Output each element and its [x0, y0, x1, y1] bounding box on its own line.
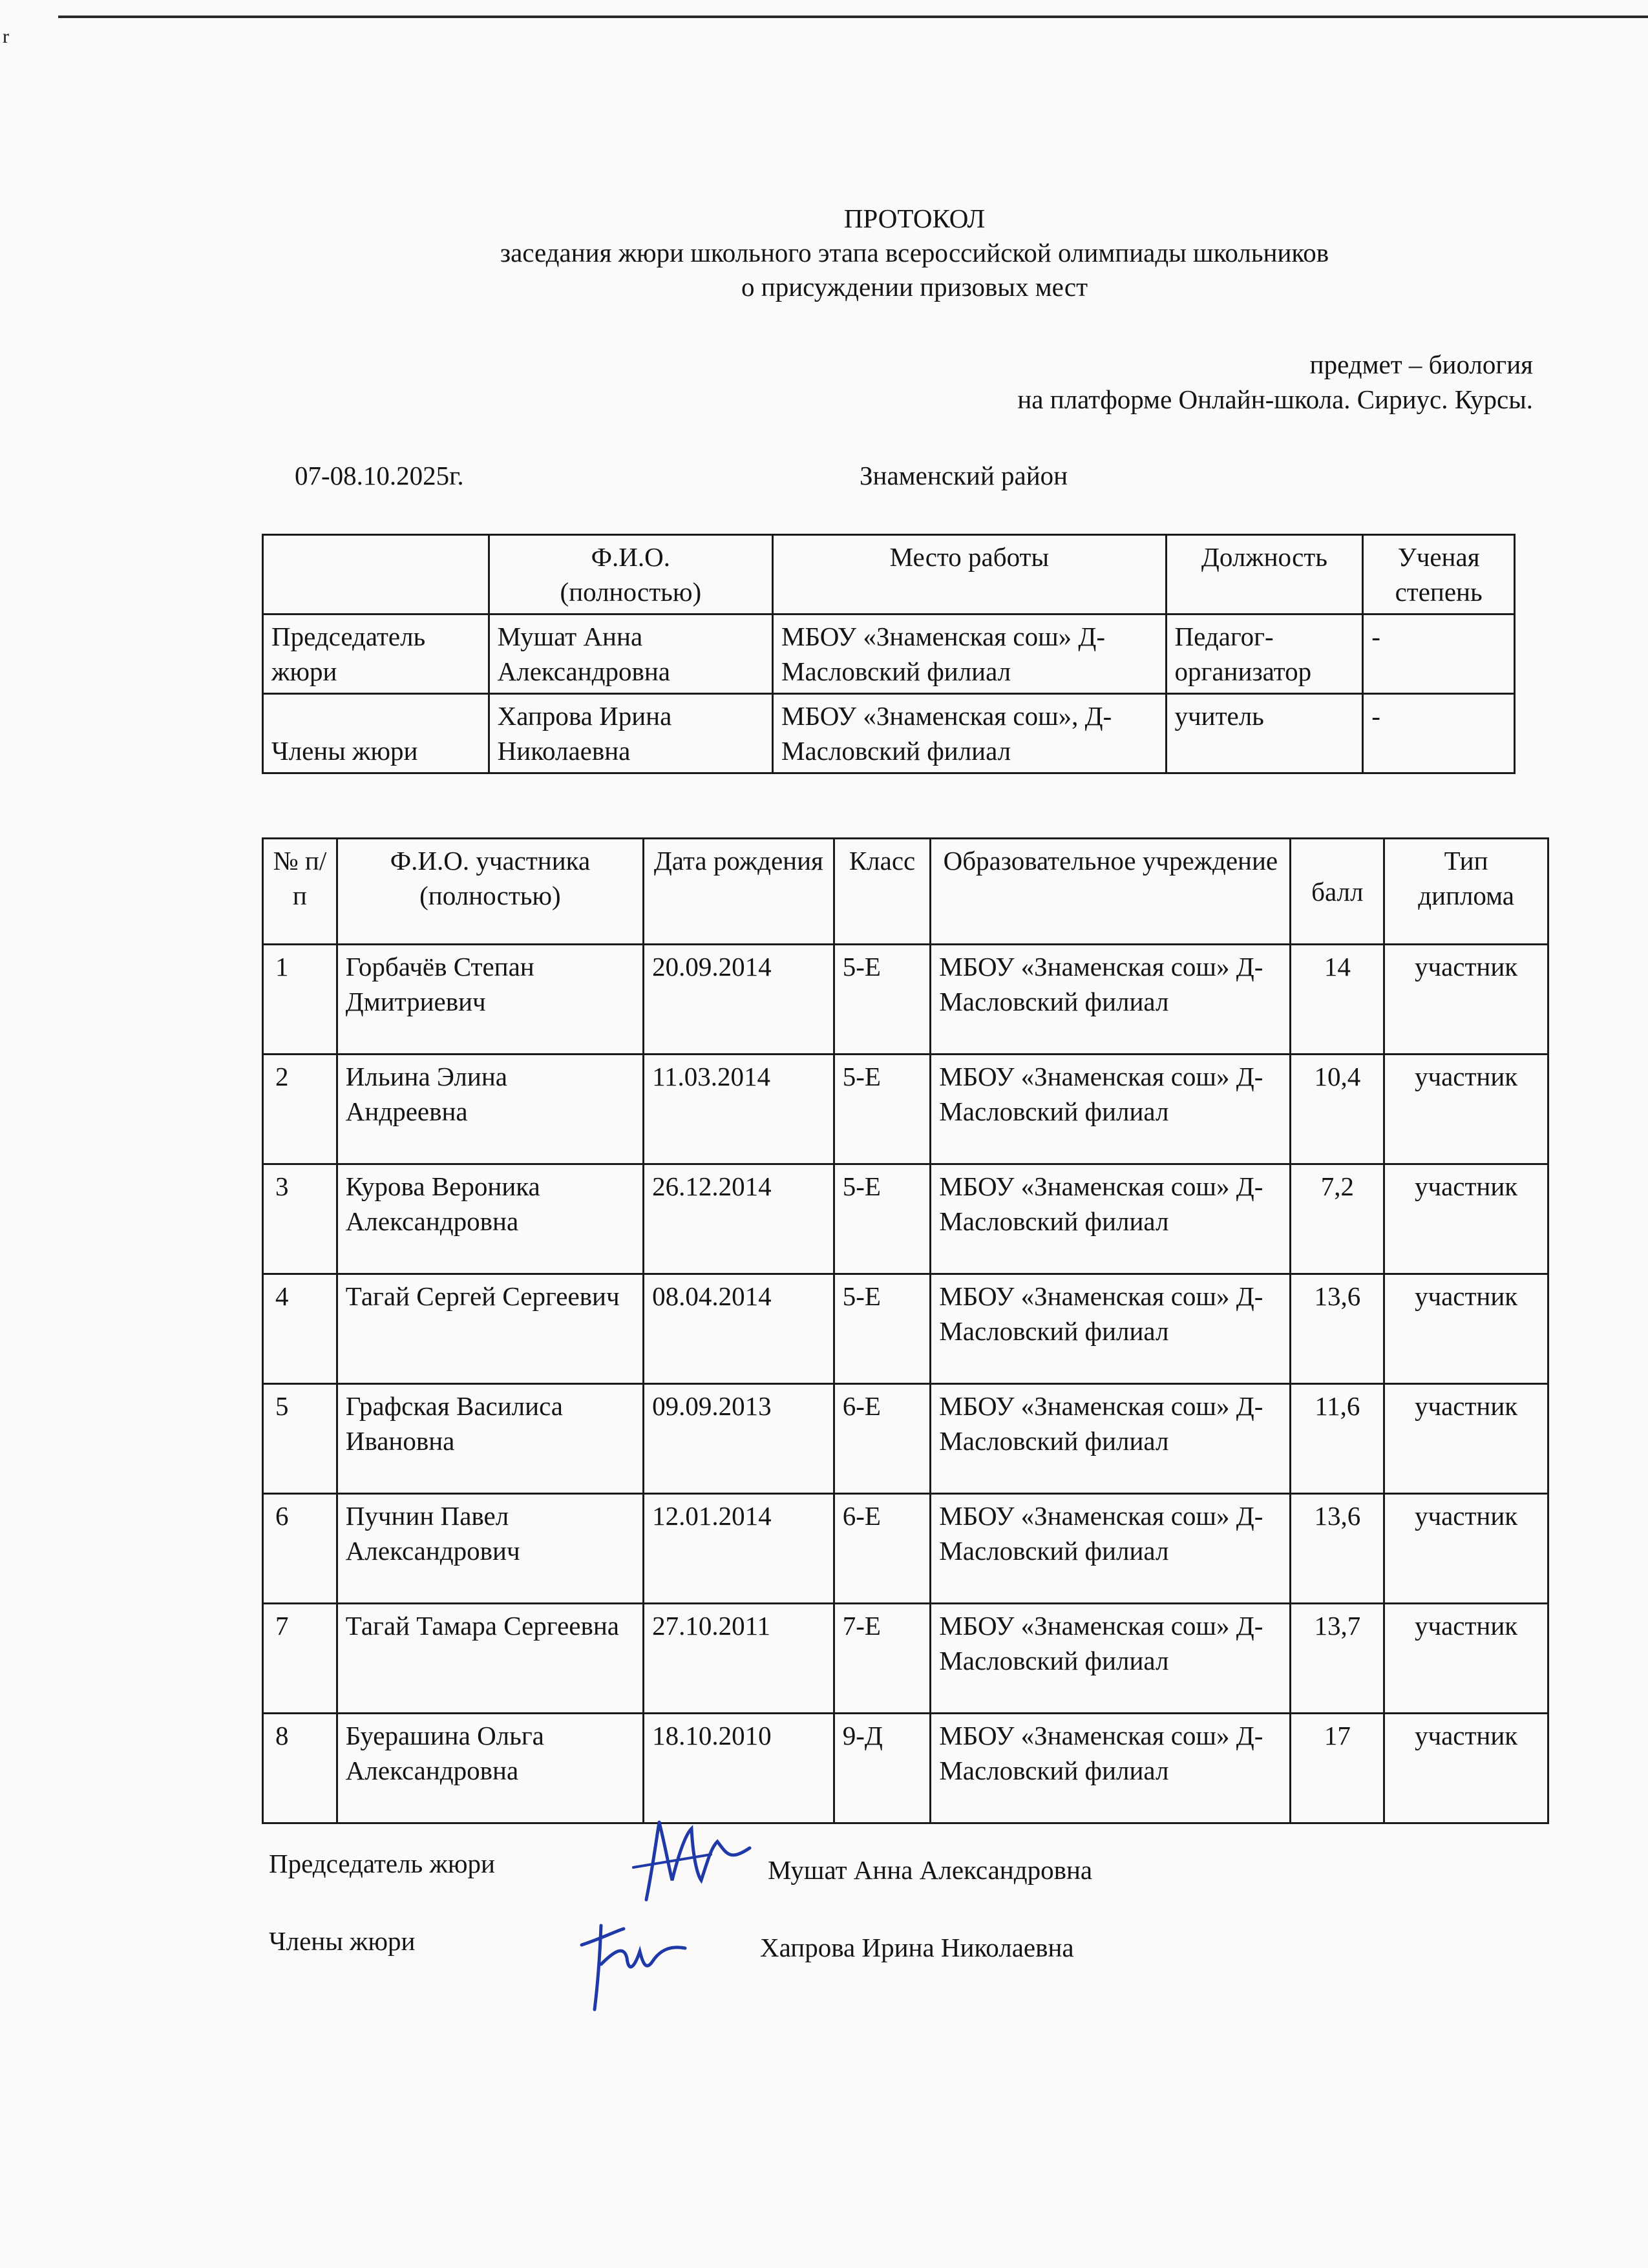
- cell-class: 6-Е: [834, 1384, 931, 1494]
- cell-class: 5-Е: [834, 1164, 931, 1274]
- cell-num: 8: [263, 1714, 337, 1823]
- jury-position: Педагог-организатор: [1166, 614, 1363, 694]
- cell-diploma: участник: [1384, 1384, 1548, 1494]
- jury-degree: -: [1363, 694, 1515, 773]
- header-school: Образовательное учреждение: [931, 839, 1291, 945]
- header-diploma: Тип диплома: [1384, 839, 1548, 945]
- cell-score: 13,7: [1291, 1604, 1384, 1714]
- participants-table: [262, 837, 1549, 1824]
- members-label: Члены жюри: [269, 1926, 416, 1956]
- jury-row: [263, 694, 1515, 773]
- header-score: балл: [1291, 839, 1384, 945]
- district-name: Знаменский район: [860, 461, 1068, 490]
- corner-mark: r: [3, 26, 9, 47]
- cell-num: 1: [263, 945, 337, 1055]
- cell-num: 4: [263, 1274, 337, 1384]
- jury-role: Председатель жюри: [263, 614, 489, 694]
- cell-class: 7-Е: [834, 1604, 931, 1714]
- meeting-date: 07-08.10.2025г.: [295, 461, 464, 490]
- document-subtitle-2: о присуждении призовых мест: [741, 272, 1088, 302]
- cell-name: Буерашина Ольга Александровна: [337, 1714, 643, 1823]
- cell-school: МБОУ «Знаменская сош» Д-Масловский филиал: [931, 1604, 1291, 1714]
- cell-dob: 09.09.2013: [644, 1384, 834, 1494]
- chair-signature: [620, 1809, 763, 1913]
- cell-diploma: участник: [1384, 1494, 1548, 1604]
- table-row: [263, 1494, 1548, 1604]
- cell-score: 10,4: [1291, 1055, 1384, 1164]
- cell-class: 5-Е: [834, 1274, 931, 1384]
- cell-dob: 12.01.2014: [644, 1494, 834, 1604]
- document-title: ПРОТОКОЛ: [843, 204, 986, 233]
- jury-role: Члены жюри: [263, 694, 489, 773]
- cell-name: Графская Василиса Ивановна: [337, 1384, 643, 1494]
- cell-school: МБОУ «Знаменская сош» Д-Масловский филиал: [931, 1714, 1291, 1823]
- cell-dob: 18.10.2010: [644, 1714, 834, 1823]
- jury-work: МБОУ «Знаменская сош» Д-Масловский филиал: [773, 614, 1167, 694]
- cell-dob: 27.10.2011: [644, 1604, 834, 1714]
- cell-school: МБОУ «Знаменская сош» Д-Масловский филиал: [931, 1494, 1291, 1604]
- cell-dob: 08.04.2014: [644, 1274, 834, 1384]
- document-subtitle-1: заседания жюри школьного этапа всероссийской олимпиады школьников: [500, 238, 1329, 268]
- cell-diploma: участник: [1384, 1274, 1548, 1384]
- cell-school: МБОУ «Знаменская сош» Д-Масловский филиал: [931, 1274, 1291, 1384]
- cell-score: 11,6: [1291, 1384, 1384, 1494]
- jury-row: [263, 614, 1515, 694]
- cell-name: Пучнин Павел Александрович: [337, 1494, 643, 1604]
- header-num: № п/п: [263, 839, 337, 945]
- cell-score: 7,2: [1291, 1164, 1384, 1274]
- cell-num: 2: [263, 1055, 337, 1164]
- cell-dob: 26.12.2014: [644, 1164, 834, 1274]
- cell-class: 5-Е: [834, 945, 931, 1055]
- cell-num: 3: [263, 1164, 337, 1274]
- header-name: Ф.И.О. участника (полностью): [337, 839, 643, 945]
- platform-line: на платформе Онлайн-школа. Сириус. Курсы.: [1017, 384, 1533, 414]
- cell-score: 13,6: [1291, 1274, 1384, 1384]
- cell-num: 7: [263, 1604, 337, 1714]
- table-row: [263, 1055, 1548, 1164]
- cell-name: Тагай Тамара Сергеевна: [337, 1604, 643, 1714]
- member-name: Хапрова Ирина Николаевна: [760, 1933, 1074, 1962]
- cell-dob: 11.03.2014: [644, 1055, 834, 1164]
- jury-table: [262, 534, 1516, 774]
- cell-name: Тагай Сергей Сергеевич: [337, 1274, 643, 1384]
- cell-num: 5: [263, 1384, 337, 1494]
- subject-line: предмет – биология: [1309, 350, 1533, 379]
- jury-header-work: Место работы: [773, 535, 1167, 614]
- chair-name: Мушат Анна Александровна: [768, 1855, 1093, 1885]
- jury-name: Хапрова Ирина Николаевна: [489, 694, 772, 773]
- top-border-line: [58, 16, 1648, 18]
- cell-score: 14: [1291, 945, 1384, 1055]
- cell-score: 13,6: [1291, 1494, 1384, 1604]
- cell-school: МБОУ «Знаменская сош» Д-Масловский филиал: [931, 945, 1291, 1055]
- table-row: [263, 1714, 1548, 1823]
- cell-class: 9-Д: [834, 1714, 931, 1823]
- cell-school: МБОУ «Знаменская сош» Д-Масловский филиал: [931, 1384, 1291, 1494]
- cell-diploma: участник: [1384, 1164, 1548, 1274]
- header-class: Класс: [834, 839, 931, 945]
- cell-class: 6-Е: [834, 1494, 931, 1604]
- member-signature: [562, 1906, 692, 2016]
- jury-header-degree: Ученая степень: [1363, 535, 1515, 614]
- cell-diploma: участник: [1384, 1714, 1548, 1823]
- cell-diploma: участник: [1384, 1604, 1548, 1714]
- jury-degree: -: [1363, 614, 1515, 694]
- chair-label: Председатель жюри: [269, 1849, 495, 1878]
- jury-position: учитель: [1166, 694, 1363, 773]
- cell-name: Курова Вероника Александровна: [337, 1164, 643, 1274]
- cell-score: 17: [1291, 1714, 1384, 1823]
- jury-header-row: [263, 535, 1515, 614]
- cell-diploma: участник: [1384, 945, 1548, 1055]
- table-row: [263, 1604, 1548, 1714]
- cell-name: Ильина Элина Андреевна: [337, 1055, 643, 1164]
- cell-school: МБОУ «Знаменская сош» Д-Масловский филиал: [931, 1164, 1291, 1274]
- jury-name: Мушат Анна Александровна: [489, 614, 772, 694]
- cell-dob: 20.09.2014: [644, 945, 834, 1055]
- participants-header-row: [263, 839, 1548, 945]
- table-row: [263, 1164, 1548, 1274]
- cell-name: Горбачёв Степан Дмитриевич: [337, 945, 643, 1055]
- jury-header-role: [263, 535, 489, 614]
- cell-num: 6: [263, 1494, 337, 1604]
- jury-work: МБОУ «Знаменская сош», Д-Масловский филиал: [773, 694, 1167, 773]
- table-row: [263, 1384, 1548, 1494]
- jury-header-name: Ф.И.О. (полностью): [489, 535, 772, 614]
- table-row: [263, 1274, 1548, 1384]
- cell-diploma: участник: [1384, 1055, 1548, 1164]
- header-dob: Дата рождения: [644, 839, 834, 945]
- table-row: [263, 945, 1548, 1055]
- cell-school: МБОУ «Знаменская сош» Д-Масловский филиал: [931, 1055, 1291, 1164]
- cell-class: 5-Е: [834, 1055, 931, 1164]
- jury-header-position: Должность: [1166, 535, 1363, 614]
